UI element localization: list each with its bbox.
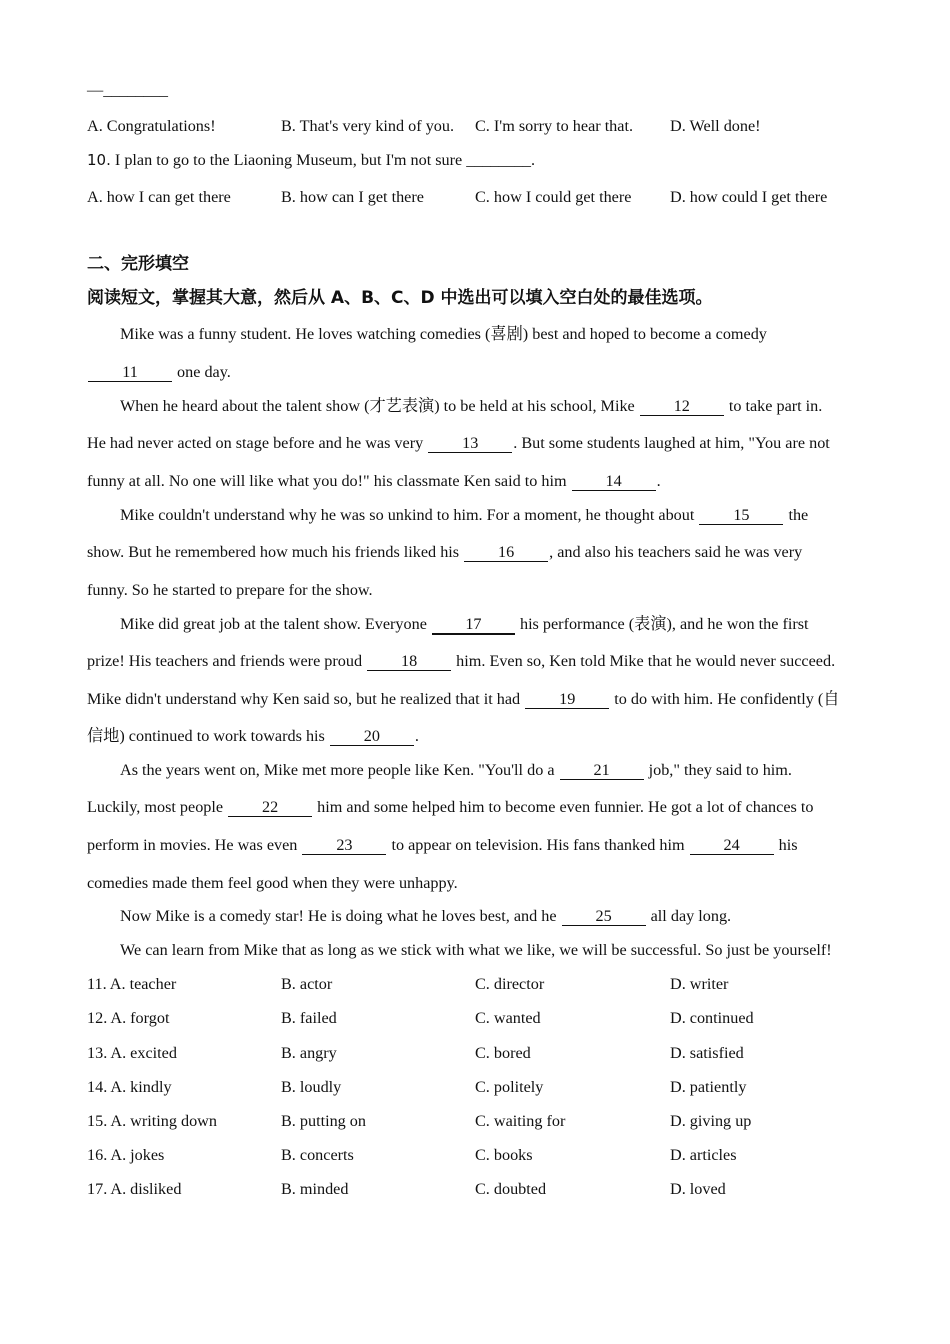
passage-line: When he heard about the talent show (才艺表演) to be held at his school, Mike 12 to take part in. <box>120 397 823 415</box>
q14-option-a: 14. A. kindly <box>87 1078 172 1096</box>
q12-option-a: 12. A. forgot <box>87 1009 170 1027</box>
passage-line: Mike couldn't understand why he was so unkind to him. For a moment, he thought about 15 the <box>120 506 809 524</box>
q10-option-d: D. how could I get there <box>670 188 828 206</box>
q9-answer-line: —________ <box>87 81 168 99</box>
q15-option-b: B. putting on <box>281 1112 366 1130</box>
blank-17: 17 <box>432 616 515 635</box>
q11-option-d: D. writer <box>670 975 729 993</box>
blank-15: 15 <box>699 507 783 525</box>
q10-option-c: C. how I could get there <box>475 188 632 206</box>
passage-line: show. But he remembered how much his friends liked his 16 , and also his teachers said he was very <box>87 543 803 561</box>
passage-line: 11 one day. <box>87 362 231 382</box>
q9-option-b: B. That's very kind of you. <box>281 117 455 135</box>
blank-20: 20 <box>330 728 414 746</box>
q17-option-a: 17. A. disliked <box>87 1180 182 1198</box>
q9-option-a: A. Congratulations! <box>87 117 216 135</box>
q9-option-c: C. I'm sorry to hear that. <box>475 117 634 135</box>
q13-option-a: 13. A. excited <box>87 1044 177 1062</box>
q10-option-b: B. how can I get there <box>281 188 424 206</box>
q10-number: 10. <box>87 151 111 169</box>
q13-option-d: D. satisfied <box>670 1044 744 1062</box>
q14-option-b: B. loudly <box>281 1078 342 1096</box>
q17-option-c: C. doubted <box>475 1180 547 1198</box>
blank-22: 22 <box>228 799 312 817</box>
q12-option-d: D. continued <box>670 1009 754 1027</box>
q16-option-a: 16. A. jokes <box>87 1146 165 1164</box>
q11-option-b: B. actor <box>281 975 333 993</box>
blank-24: 24 <box>690 837 774 855</box>
passage-line: Mike was a funny student. He loves watching comedies (喜剧) best and hoped to become a comedy <box>120 325 767 343</box>
blank-18: 18 <box>367 653 451 671</box>
passage-line: Luckily, most people 22 him and some helped him to become even funnier. He got a lot of chances to <box>87 798 814 816</box>
q16-option-d: D. articles <box>670 1146 737 1164</box>
q16-option-b: B. concerts <box>281 1146 354 1164</box>
q17-option-d: D. loved <box>670 1180 726 1198</box>
blank-25: 25 <box>562 908 646 926</box>
section-title: 二、完形填空 <box>87 254 189 274</box>
blank-23: 23 <box>302 837 386 855</box>
blank-21: 21 <box>560 762 644 780</box>
passage-line: prize! His teachers and friends were proud 18 him. Even so, Ken told Mike that he would never succeed. <box>87 652 836 670</box>
q11-option-c: C. director <box>475 975 545 993</box>
q16-option-c: C. books <box>475 1146 533 1164</box>
q12-option-b: B. failed <box>281 1009 337 1027</box>
passage-line: Now Mike is a comedy star! He is doing what he loves best, and he 25 all day long. <box>120 907 732 925</box>
passage-line: Mike did great job at the talent show. Everyone 17 his performance (表演), and he won the first <box>120 615 809 633</box>
q12-option-c: C. wanted <box>475 1009 541 1027</box>
q17-option-b: B. minded <box>281 1180 349 1198</box>
section-instruction: 阅读短文，掌握其大意，然后从 A、B、C、D 中选出可以填入空白处的最佳选项。 <box>87 288 713 308</box>
passage-line: comedies made them feel good when they were unhappy. <box>87 874 458 892</box>
passage-line: funny at all. No one will like what you do!" his classmate Ken said to him 14 . <box>87 472 661 490</box>
passage-line: funny. So he started to prepare for the show. <box>87 581 373 599</box>
q15-option-d: D. giving up <box>670 1112 752 1130</box>
blank-16: 16 <box>464 544 548 562</box>
blank-14: 14 <box>572 473 656 491</box>
q15-option-c: C. waiting for <box>475 1112 566 1130</box>
q10-option-a: A. how I can get there <box>87 188 231 206</box>
passage-line: perform in movies. He was even 23 to appear on television. His fans thanked him 24 his <box>87 836 798 854</box>
passage-line: We can learn from Mike that as long as we stick with what we like, we will be successful. So just be yourself! <box>120 941 832 959</box>
blank-19: 19 <box>525 691 609 709</box>
q14-option-c: C. politely <box>475 1078 544 1096</box>
q11-option-a: 11. A. teacher <box>87 975 177 993</box>
blank-12: 12 <box>640 398 724 416</box>
blank-11: 11 <box>88 364 172 382</box>
q14-option-d: D. patiently <box>670 1078 747 1096</box>
q10-text: I plan to go to the Liaoning Museum, but I'm not sure ________. <box>110 151 536 169</box>
blank-13: 13 <box>428 435 512 453</box>
passage-line: He had never acted on stage before and he was very 13 . But some students laughed at him, "You are not <box>87 434 830 452</box>
passage-line: Mike didn't understand why Ken said so, but he realized that it had 19 to do with him. He confidently (自 <box>87 690 840 708</box>
q10-stem <box>87 150 535 170</box>
q13-option-c: C. bored <box>475 1044 531 1062</box>
q15-option-a: 15. A. writing down <box>87 1112 217 1130</box>
passage-line: 信地) continued to work towards his 20 . <box>87 727 419 745</box>
q13-option-b: B. angry <box>281 1044 337 1062</box>
q9-option-d: D. Well done! <box>670 117 761 135</box>
passage-line: As the years went on, Mike met more people like Ken. "You'll do a 21 job," they said to him. <box>120 761 792 779</box>
